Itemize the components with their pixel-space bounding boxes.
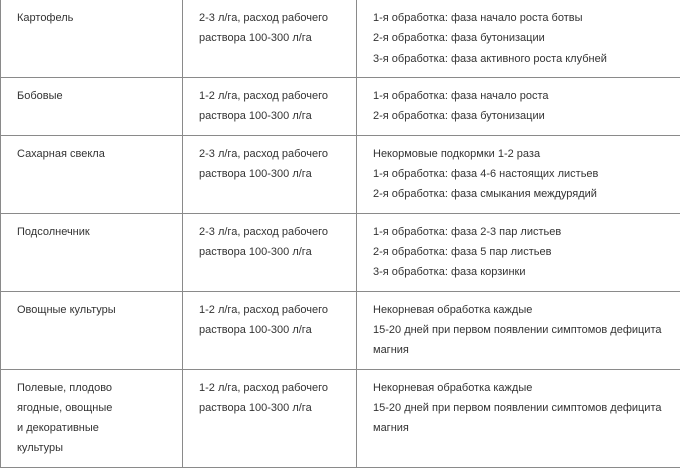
- rate-text: раствора 100-300 л/га: [199, 242, 344, 262]
- treatment-text: 2-я обработка: фаза бутонизации: [373, 106, 668, 126]
- table-row: [1, 135, 680, 213]
- rate-text: 1-2 л/га, расход рабочего: [199, 378, 344, 398]
- crop-cell: [1, 291, 183, 369]
- rate-cell: [183, 291, 357, 369]
- rate-text: 2-3 л/га, расход рабочего: [199, 222, 344, 242]
- treatment-text: 15-20 дней при первом появлении симптомов дефицита: [373, 320, 668, 340]
- crop-text: Подсолнечник: [17, 222, 170, 242]
- table-body: [1, 0, 680, 467]
- treatment-text: 1-я обработка: фаза начало роста: [373, 86, 668, 106]
- rate-cell: [183, 369, 357, 467]
- crop-text: ягодные, овощные: [17, 398, 170, 418]
- rate-text: раствора 100-300 л/га: [199, 320, 344, 340]
- treatment-cell: [357, 213, 680, 291]
- rate-text: раствора 100-300 л/га: [199, 398, 344, 418]
- treatment-text: 1-я обработка: фаза 2-3 пар листьев: [373, 222, 668, 242]
- treatment-text: 2-я обработка: фаза смыкания междурядий: [373, 184, 668, 204]
- crop-text: Сахарная свекла: [17, 144, 170, 164]
- rate-text: раствора 100-300 л/га: [199, 28, 344, 48]
- treatment-cell: [357, 0, 680, 77]
- treatment-text: Некормовые подкормки 1-2 раза: [373, 144, 668, 164]
- treatment-text: 1-я обработка: фаза начало роста ботвы: [373, 8, 668, 28]
- treatment-cell: [357, 291, 680, 369]
- rate-text: 1-2 л/га, расход рабочего: [199, 86, 344, 106]
- rate-cell: [183, 77, 357, 135]
- treatment-text: Некорневая обработка каждые: [373, 300, 668, 320]
- treatment-text: магния: [373, 418, 668, 438]
- crop-text: Бобовые: [17, 86, 170, 106]
- table-row: [1, 0, 680, 77]
- rate-text: 2-3 л/га, расход рабочего: [199, 8, 344, 28]
- treatment-text: 2-я обработка: фаза бутонизации: [373, 28, 668, 48]
- treatment-cell: [357, 77, 680, 135]
- rate-cell: [183, 213, 357, 291]
- table-row: [1, 213, 680, 291]
- treatment-text: 3-я обработка: фаза активного роста клубней: [373, 49, 668, 69]
- crop-text: культуры: [17, 438, 170, 458]
- table-row: [1, 369, 680, 467]
- table-row: [1, 77, 680, 135]
- crop-text: и декоративные: [17, 418, 170, 438]
- rate-text: 2-3 л/га, расход рабочего: [199, 144, 344, 164]
- crop-cell: [1, 213, 183, 291]
- treatment-text: магния: [373, 340, 668, 360]
- treatment-text: 3-я обработка: фаза корзинки: [373, 262, 668, 282]
- crop-text: Овощные культуры: [17, 300, 170, 320]
- treatment-cell: [357, 135, 680, 213]
- treatment-text: 15-20 дней при первом появлении симптомов дефицита: [373, 398, 668, 418]
- treatment-text: 1-я обработка: фаза 4-6 настоящих листьев: [373, 164, 668, 184]
- rate-text: раствора 100-300 л/га: [199, 106, 344, 126]
- treatment-text: Некорневая обработка каждые: [373, 378, 668, 398]
- table-row: [1, 291, 680, 369]
- treatment-text: 2-я обработка: фаза 5 пар листьев: [373, 242, 668, 262]
- rate-text: раствора 100-300 л/га: [199, 164, 344, 184]
- crop-cell: [1, 135, 183, 213]
- crop-cell: [1, 77, 183, 135]
- crop-cell: [1, 0, 183, 77]
- treatment-cell: [357, 369, 680, 467]
- crop-cell: [1, 369, 183, 467]
- rate-cell: [183, 0, 357, 77]
- rate-text: 1-2 л/га, расход рабочего: [199, 300, 344, 320]
- crop-text: Полевые, плодово: [17, 378, 170, 398]
- rate-cell: [183, 135, 357, 213]
- crop-text: Картофель: [17, 8, 170, 28]
